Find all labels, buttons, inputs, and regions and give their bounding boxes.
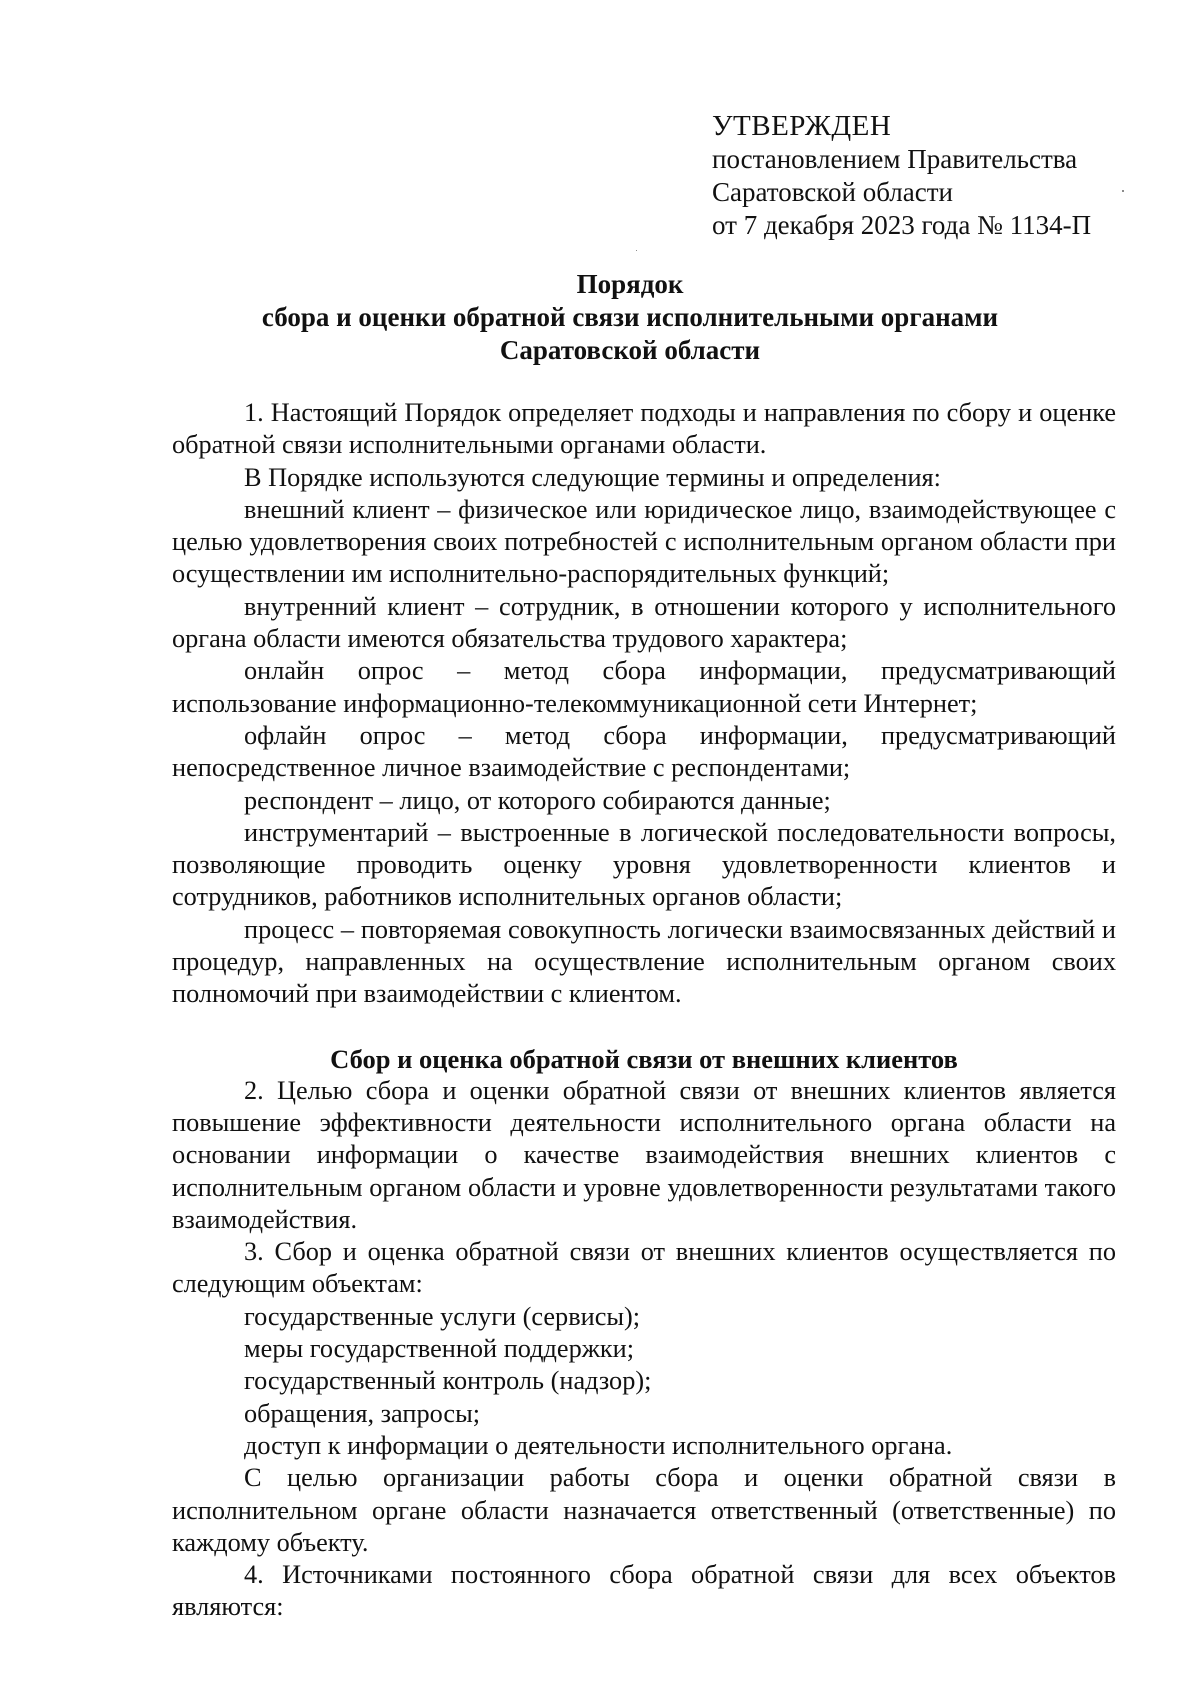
definition-toolkit: инструментарий – выстроенные в логической последовательности вопросы, позволяющие проводить оценку уровня удовлетворенности клиентов и сотрудников, работников исполнительных органов области; (172, 817, 1116, 912)
paragraph-4: 4. Источниками постоянного сбора обратной связи для всех объектов являются: (172, 1560, 1116, 1622)
document-body (172, 397, 1116, 1624)
object-information-access: доступ к информации о деятельности исполнительного органа. (244, 1430, 953, 1460)
approval-line-date: от 7 декабря 2023 года № 1134-П (712, 210, 1092, 240)
section-heading-external: Сбор и оценка обратной связи от внешних клиентов (330, 1043, 958, 1074)
scan-speck (1122, 190, 1124, 192)
approval-stamp (712, 110, 1091, 242)
object-support-measures: меры государственной поддержки; (244, 1334, 635, 1364)
paragraph-3: 3. Сбор и оценка обратной связи от внешних клиентов осуществляется по следующим объектам: (172, 1237, 1116, 1299)
scan-speck (636, 250, 637, 251)
definition-offline-survey: офлайн опрос – метод сбора информации, предусматривающий непосредственное личное взаимодействие с респондентами; (172, 720, 1116, 783)
definition-respondent: респондент – лицо, от которого собираются данные; (244, 785, 831, 815)
paragraph-2: 2. Целью сбора и оценки обратной связи от внешних клиентов является повышение эффективности деятельности исполнительного органа области на основании информации о качестве взаимодействия внешних клиентов с исполнительным органом области и уровне удовлетворенности результатами такого взаимодействия. (172, 1075, 1116, 1234)
title-line-2: сбора и оценки обратной связи исполнительными органами (261, 302, 999, 332)
approval-line-region: Саратовской области (712, 177, 953, 207)
object-appeals: обращения, запросы; (244, 1398, 481, 1428)
object-public-services: государственные услуги (сервисы); (244, 1301, 641, 1331)
paragraph-responsible: С целью организации работы сбора и оценки обратной связи в исполнительном органе области назначается ответственный (ответственные) по каждому объекту. (172, 1463, 1116, 1557)
paragraph-terms-intro: В Порядке используются следующие термины и определения: (244, 462, 941, 492)
definition-internal-client: внутренний клиент – сотрудник, в отношении которого у исполнительного органа области имеются обязательства трудового характера; (172, 591, 1116, 654)
paragraph-1: 1. Настоящий Порядок определяет подходы и направления по сбору и оценке обратной связи исполнительными органами области. (172, 398, 1116, 460)
definition-process: процесс – повторяемая совокупность логически взаимосвязанных действий и процедур, направленных на осуществление исполнительным органом своих полномочий при взаимодействии с клиентом. (172, 914, 1116, 1009)
definition-external-client: внешний клиент – физическое или юридическое лицо, взаимодействующее с целью удовлетворения своих потребностей с исполнительным органом области при осуществлении им исполнительно-распорядительных функций; (172, 494, 1116, 589)
object-state-control: государственный контроль (надзор); (244, 1366, 652, 1396)
approval-line-decree: постановлением Правительства (712, 144, 1078, 174)
definition-online-survey: онлайн опрос – метод сбора информации, предусматривающий использование информационно-телекоммуникационной сети Интернет; (172, 656, 1116, 718)
title-line-1: Порядок (576, 269, 684, 299)
document-title (170, 268, 1090, 367)
title-line-3: Саратовской области (499, 335, 761, 365)
approval-title: УТВЕРЖДЕН (712, 110, 892, 142)
